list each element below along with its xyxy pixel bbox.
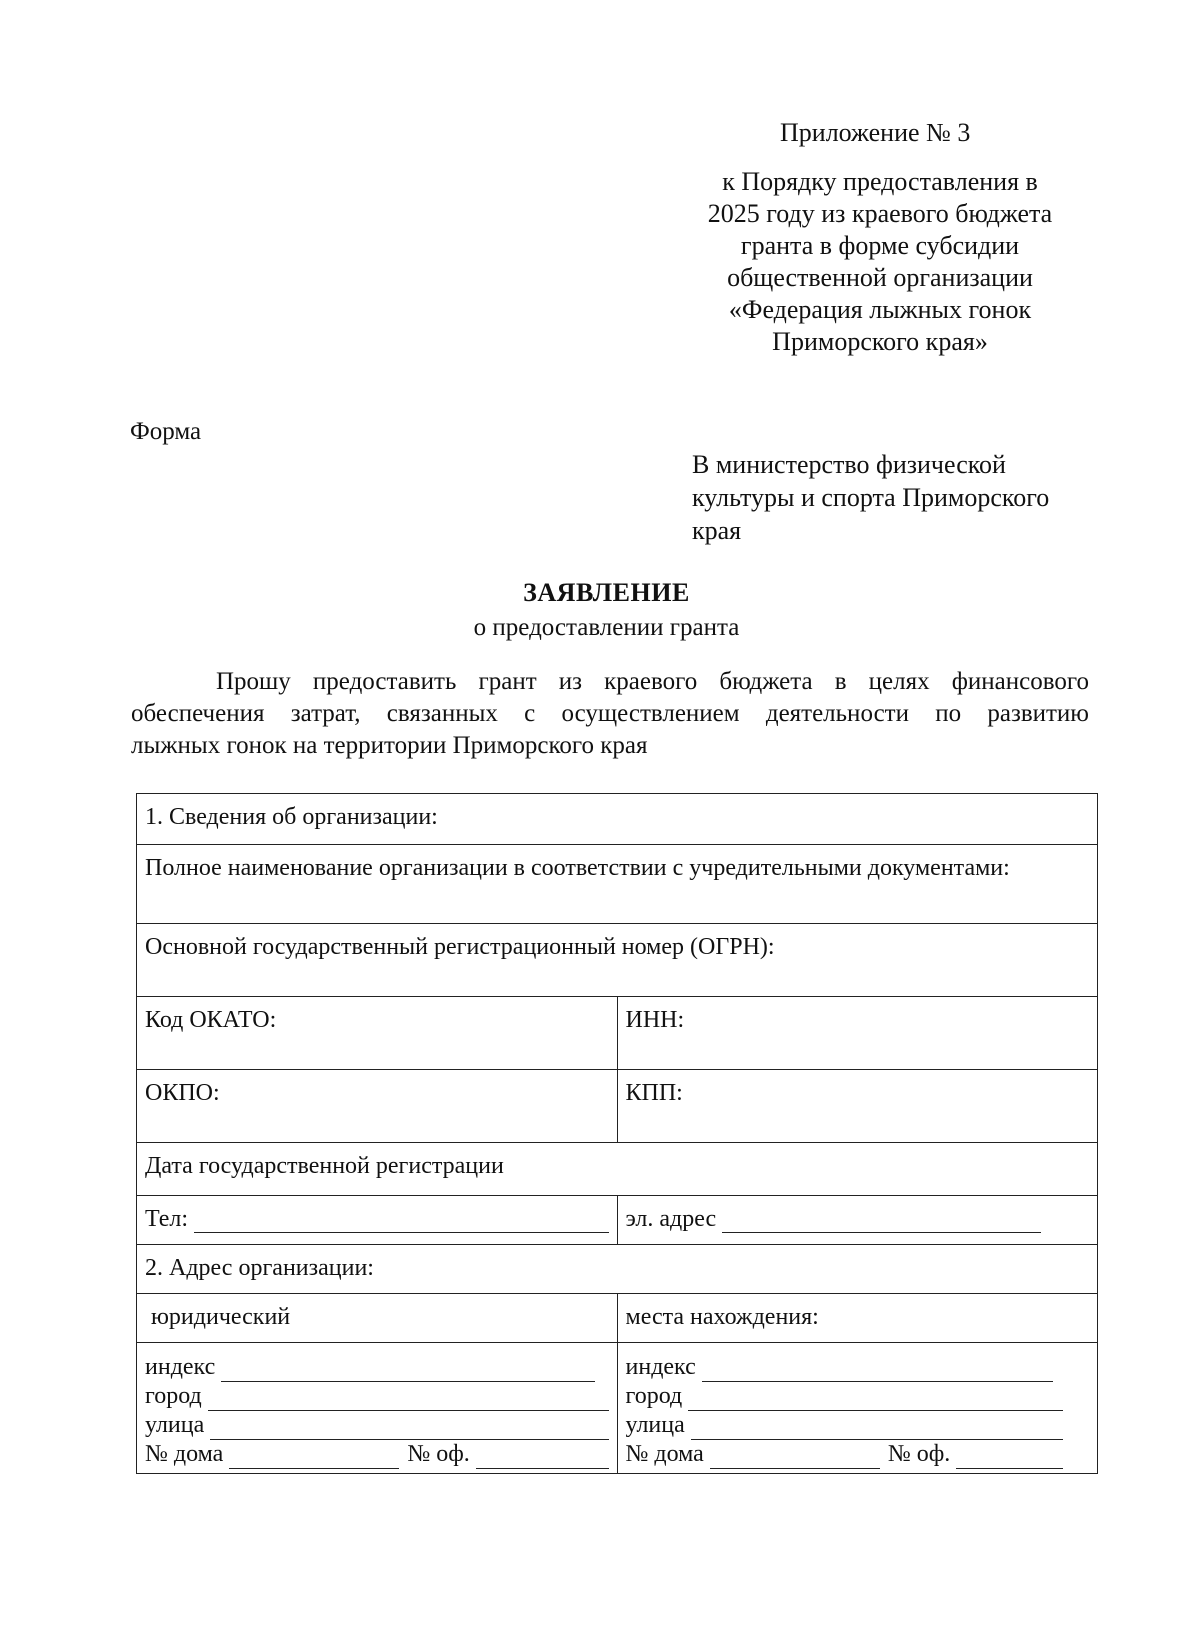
request-line: обеспечения затрат, связанных с осуществлением деятельности по развитию bbox=[131, 700, 1089, 727]
legal-city-input[interactable] bbox=[208, 1390, 609, 1411]
location-address-header: места нахождения: bbox=[617, 1294, 1098, 1343]
legal-address-header: юридический bbox=[137, 1294, 618, 1343]
inn-field[interactable]: ИНН: bbox=[617, 997, 1098, 1070]
email-field[interactable] bbox=[617, 1196, 1098, 1245]
location-house-input[interactable] bbox=[710, 1448, 880, 1469]
location-office-label: № оф. bbox=[887, 1441, 951, 1467]
section-organization-address: 2. Адрес организации: bbox=[137, 1245, 1098, 1294]
phone-underline[interactable] bbox=[194, 1212, 608, 1233]
email-underline[interactable] bbox=[722, 1212, 1041, 1233]
legal-office-input[interactable] bbox=[476, 1448, 609, 1469]
addressee bbox=[692, 448, 1049, 547]
location-index-input[interactable] bbox=[702, 1361, 1053, 1382]
addressee-line: культуры и спорта Приморского bbox=[692, 483, 1050, 512]
request-line: лыжных гонок на территории Приморского края bbox=[131, 732, 648, 759]
legal-house-input[interactable] bbox=[229, 1448, 399, 1469]
legal-street-label: улица bbox=[145, 1412, 205, 1438]
legal-office-label: № оф. bbox=[407, 1441, 470, 1467]
location-office-input[interactable] bbox=[956, 1448, 1063, 1469]
request-paragraph bbox=[131, 666, 1089, 762]
okato-field[interactable]: Код ОКАТО: bbox=[137, 997, 618, 1070]
form-label: Форма bbox=[130, 418, 202, 445]
appendix-line: гранта в форме субсидии bbox=[740, 231, 1020, 260]
addressee-line: края bbox=[692, 516, 742, 545]
appendix-reference bbox=[680, 166, 1080, 358]
request-line: Прошу предоставить грант из краевого бюджета в целях финансового bbox=[216, 668, 1089, 695]
phone-field[interactable] bbox=[137, 1196, 618, 1245]
application-form-table bbox=[136, 793, 1098, 1474]
legal-index-input[interactable] bbox=[221, 1361, 594, 1382]
location-city-input[interactable] bbox=[688, 1390, 1063, 1411]
location-house-label: № дома bbox=[625, 1441, 704, 1467]
kpp-field[interactable]: КПП: bbox=[617, 1070, 1098, 1143]
legal-index-label: индекс bbox=[145, 1354, 216, 1380]
ogrn-field[interactable]: Основной государственный регистрационный номер (ОГРН): bbox=[137, 924, 1098, 997]
section-organization-info: 1. Сведения об организации: bbox=[137, 794, 1098, 845]
addressee-line: В министерство физической bbox=[692, 450, 1006, 479]
document-subtitle: о предоставлении гранта bbox=[473, 614, 740, 641]
appendix-line: к Порядку предоставления в bbox=[722, 167, 1038, 196]
location-street-label: улица bbox=[625, 1412, 685, 1438]
email-label: эл. адрес bbox=[625, 1206, 717, 1232]
appendix-title: Приложение № 3 bbox=[780, 118, 971, 147]
full-name-field[interactable]: Полное наименование организации в соответствии с учредительными документами: bbox=[137, 845, 1098, 924]
legal-house-label: № дома bbox=[145, 1441, 224, 1467]
appendix-line: Приморского края» bbox=[772, 327, 988, 356]
phone-label: Тел: bbox=[145, 1206, 189, 1232]
document-title: ЗАЯВЛЕНИЕ bbox=[523, 578, 690, 607]
registration-date-field[interactable]: Дата государственной регистрации bbox=[137, 1143, 1098, 1196]
appendix-line: общественной организации bbox=[727, 263, 1033, 292]
appendix-line: «Федерация лыжных гонок bbox=[728, 295, 1032, 324]
location-address-block bbox=[617, 1343, 1098, 1474]
location-index-label: индекс bbox=[625, 1354, 696, 1380]
location-street-input[interactable] bbox=[691, 1419, 1063, 1440]
legal-address-block bbox=[137, 1343, 618, 1474]
okpo-field[interactable]: ОКПО: bbox=[137, 1070, 618, 1143]
legal-city-label: город bbox=[145, 1383, 202, 1409]
location-city-label: город bbox=[625, 1383, 683, 1409]
appendix-line: 2025 году из краевого бюджета bbox=[707, 199, 1053, 228]
legal-street-input[interactable] bbox=[210, 1419, 608, 1440]
